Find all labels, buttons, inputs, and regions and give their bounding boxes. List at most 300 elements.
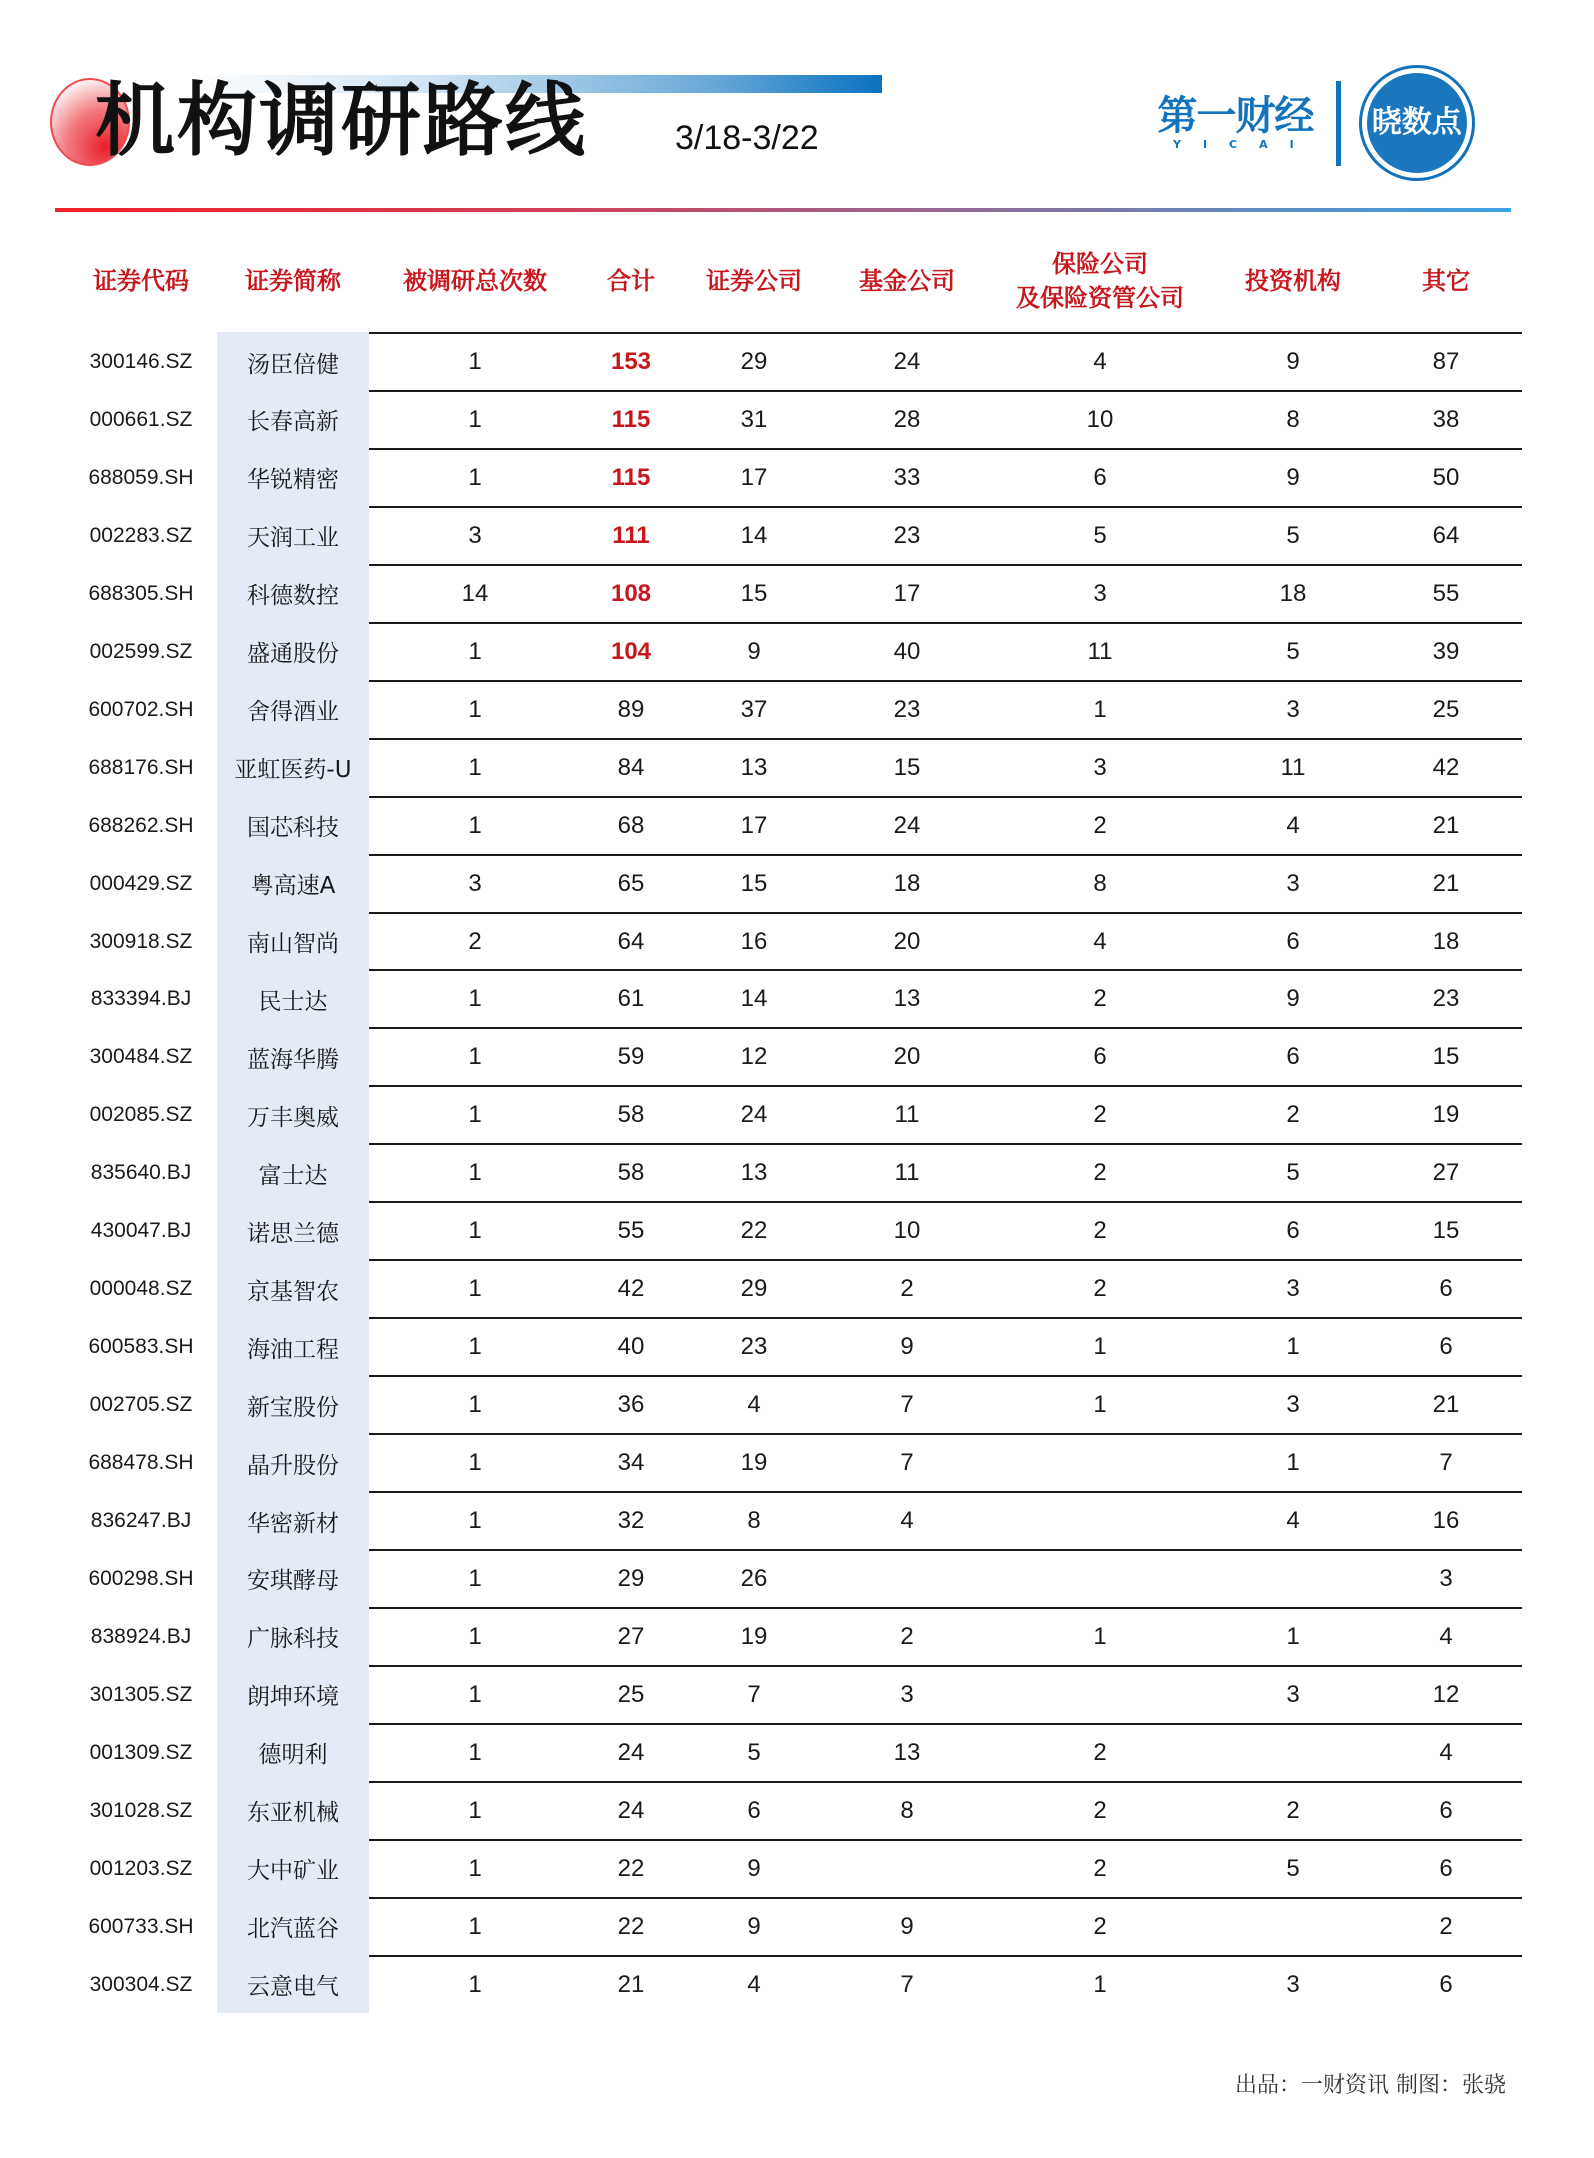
cell-insurance: 2 [1093,1217,1107,1245]
header-divider [55,208,1511,212]
table-row [0,332,1594,390]
cell-securities: 24 [740,1101,768,1129]
cell-insurance: 2 [1093,1796,1107,1824]
cell-times: 2 [468,927,482,955]
cell-insurance: 2 [1093,1101,1107,1129]
table-row [0,1491,1594,1549]
cell-total: 22 [617,1912,645,1940]
table-row [0,1781,1594,1839]
col-header-other: 其它 [1422,267,1470,295]
cell-investment: 2 [1286,1101,1300,1129]
cell-securities: 5 [747,1738,761,1766]
cell-code: 838924.BJ [90,1624,192,1648]
cell-code: 600733.SH [88,1914,194,1938]
cell-insurance: 8 [1093,869,1107,897]
table-row [0,1317,1594,1375]
cell-other: 23 [1432,985,1460,1013]
cell-investment: 3 [1286,1680,1300,1708]
table-row [0,854,1594,912]
cell-code: 600583.SH [88,1335,194,1359]
cell-other: 15 [1432,1043,1460,1071]
cell-name: 蓝海华腾 [247,1046,339,1073]
cell-investment: 6 [1286,1217,1300,1245]
cell-other: 6 [1439,1275,1453,1303]
cell-code: 835640.BJ [90,1161,192,1185]
cell-times: 1 [468,1159,482,1187]
cell-times: 1 [468,753,482,781]
cell-name: 晶升股份 [247,1452,339,1479]
cell-investment: 3 [1286,869,1300,897]
cell-times: 1 [468,1970,482,1998]
brand-logo [1155,65,1475,181]
cell-securities: 7 [747,1680,761,1708]
cell-other: 16 [1432,1507,1460,1534]
cell-investment: 3 [1286,1275,1300,1303]
cell-code: 430047.BJ [90,1219,192,1243]
cell-investment: 9 [1286,348,1300,375]
cell-securities: 6 [747,1796,761,1824]
cell-name: 安琪酵母 [247,1568,339,1595]
cell-securities: 12 [740,1043,768,1071]
cell-insurance: 2 [1093,811,1107,839]
footer-credit: 出品：一财资讯 制图：张骁 [1235,2073,1506,2098]
cell-total: 89 [617,695,645,723]
table-row [0,1665,1594,1723]
cell-code: 002283.SZ [89,523,193,547]
table-row [0,506,1594,564]
cell-total: 22 [617,1854,645,1882]
cell-times: 1 [468,1507,482,1534]
col-header-insurance-line1: 保险公司 [1052,250,1148,278]
cell-other: 19 [1432,1101,1460,1129]
cell-fund: 10 [893,1217,921,1245]
cell-times: 1 [468,1854,482,1882]
cell-name: 北汽蓝谷 [247,1916,339,1943]
cell-investment [1243,1899,1343,1955]
cell-insurance: 1 [1093,1391,1107,1419]
table-row [0,448,1594,506]
date-range: 3/18-3/22 [675,119,819,157]
cell-insurance: 2 [1093,1738,1107,1766]
cell-times: 1 [468,1912,482,1940]
cell-name: 新宝股份 [247,1394,339,1421]
cell-total: 24 [617,1796,645,1824]
cell-fund: 40 [893,637,921,665]
cell-name: 民士达 [258,988,328,1015]
table-row [0,796,1594,854]
cell-securities: 23 [740,1333,768,1361]
cell-total: 84 [617,753,645,781]
yicai-logo-subtext: YICAI [1173,138,1316,151]
cell-securities: 17 [740,463,768,491]
cell-code: 001309.SZ [89,1740,193,1764]
cell-securities: 29 [740,1275,768,1303]
cell-insurance: 2 [1093,1854,1107,1882]
cell-fund: 17 [893,579,921,607]
table-row [0,1433,1594,1491]
cell-total: 104 [610,637,652,665]
cell-times: 1 [468,405,482,433]
cell-total: 58 [617,1101,645,1129]
cell-code: 300484.SZ [89,1045,193,1069]
cell-fund: 2 [900,1622,914,1650]
cell-name: 诺思兰德 [247,1220,339,1247]
cell-name: 京基智农 [247,1278,339,1305]
cell-code: 300918.SZ [89,929,193,953]
cell-times: 1 [468,1101,482,1129]
xiaoshudian-badge-icon [1359,65,1475,181]
cell-other: 3 [1439,1564,1453,1592]
cell-times: 1 [468,637,482,665]
cell-fund: 4 [900,1507,914,1534]
cell-investment: 1 [1286,1333,1300,1361]
cell-other: 21 [1432,869,1460,897]
yicai-logo-text: 第一财经 [1157,93,1314,139]
cell-insurance [1050,1435,1150,1491]
table-row [0,680,1594,738]
cell-times: 1 [468,1796,482,1824]
col-header-fund: 基金公司 [859,267,955,295]
logo-divider [1336,81,1341,166]
cell-securities: 15 [740,869,768,897]
cell-other: 7 [1439,1449,1453,1477]
col-header-insurance [990,246,1210,316]
cell-investment: 3 [1286,1970,1300,1998]
table-row [0,1955,1594,2013]
cell-investment: 3 [1286,695,1300,723]
cell-fund: 11 [894,1159,920,1187]
cell-investment: 6 [1286,927,1300,955]
cell-fund: 8 [900,1796,914,1824]
cell-fund: 23 [893,521,921,549]
cell-investment: 6 [1286,1043,1300,1071]
cell-fund: 7 [900,1391,914,1419]
cell-other: 21 [1432,811,1460,839]
cell-other: 39 [1432,637,1460,665]
cell-times: 1 [468,1391,482,1419]
cell-insurance: 1 [1093,695,1107,723]
table-row [0,1839,1594,1897]
cell-securities: 13 [740,1159,768,1187]
cell-other: 64 [1432,521,1460,549]
cell-name: 富士达 [258,1162,328,1189]
col-header-investment: 投资机构 [1245,267,1341,295]
cell-times: 1 [468,463,482,491]
cell-total: 40 [617,1333,645,1361]
cell-securities: 4 [747,1391,761,1419]
cell-insurance: 3 [1093,753,1107,781]
table-row [0,1723,1594,1781]
cell-other: 18 [1432,927,1460,955]
table-row [0,1143,1594,1201]
cell-code: 688059.SH [88,465,194,489]
cell-times: 1 [468,1680,482,1708]
cell-securities: 15 [740,579,768,607]
table-row [0,1259,1594,1317]
cell-fund: 20 [893,927,921,955]
cell-insurance: 2 [1093,1159,1107,1187]
cell-fund: 23 [893,695,921,723]
cell-code: 000429.SZ [89,871,193,895]
cell-insurance: 11 [1087,637,1113,665]
cell-name: 科德数控 [247,583,339,610]
cell-total: 108 [610,579,652,607]
cell-investment: 2 [1286,1796,1300,1824]
table-row [0,1201,1594,1259]
cell-total: 24 [617,1738,645,1766]
cell-total: 111 [612,521,650,549]
cell-fund: 24 [893,811,921,839]
cell-fund [857,1841,957,1897]
cell-total: 58 [617,1159,645,1187]
table-row [0,1027,1594,1085]
page-title: 机构调研路线 [95,74,587,167]
cell-fund: 13 [893,985,921,1013]
cell-code: 300304.SZ [89,1972,193,1996]
cell-name: 汤臣倍健 [247,351,339,378]
cell-times: 1 [468,1622,482,1650]
cell-insurance [1050,1493,1150,1549]
cell-other: 6 [1439,1970,1453,1998]
cell-name: 华锐精密 [247,467,339,494]
cell-code: 688478.SH [88,1451,194,1475]
cell-name: 盛通股份 [247,641,339,668]
cell-total: 64 [617,927,645,955]
cell-insurance: 2 [1093,985,1107,1013]
cell-times: 1 [468,1217,482,1245]
cell-investment: 8 [1286,405,1300,433]
cell-investment: 9 [1286,985,1300,1013]
cell-total: 115 [611,463,651,491]
cell-insurance: 10 [1086,405,1114,433]
cell-insurance [1050,1551,1150,1607]
cell-insurance: 6 [1093,463,1107,491]
cell-fund: 7 [900,1970,914,1998]
cell-securities: 9 [747,637,761,665]
cell-times: 1 [468,1564,482,1592]
cell-code: 688305.SH [88,581,194,605]
col-header-insurance-line2: 及保险资管公司 [1016,284,1184,312]
cell-total: 32 [617,1507,645,1534]
cell-code: 600702.SH [88,697,194,721]
cell-times: 14 [461,579,489,607]
cell-insurance: 1 [1093,1970,1107,1998]
cell-times: 3 [468,869,482,897]
cell-insurance: 4 [1093,348,1107,375]
cell-securities: 37 [740,695,768,723]
cell-investment: 4 [1286,1507,1300,1534]
cell-times: 1 [468,348,482,375]
cell-code: 300146.SZ [89,350,193,373]
table-row [0,564,1594,622]
badge-text: 晓数点 [1367,73,1467,173]
cell-name: 粤高速A [250,873,336,900]
cell-other: 4 [1439,1622,1453,1650]
cell-total: 68 [617,811,645,839]
cell-name: 天润工业 [247,525,339,552]
cell-investment: 1 [1286,1449,1300,1477]
cell-name: 广脉科技 [247,1626,339,1653]
cell-fund: 20 [893,1043,921,1071]
col-header-code: 证券代码 [93,267,189,295]
cell-investment: 11 [1280,753,1306,781]
cell-code: 002085.SZ [89,1103,193,1127]
cell-securities: 8 [747,1507,761,1534]
cell-insurance [1050,1667,1150,1723]
cell-other: 2 [1439,1912,1453,1940]
cell-times: 1 [468,695,482,723]
cell-investment [1243,1551,1343,1607]
col-header-name: 证券简称 [245,267,341,295]
cell-fund: 13 [893,1738,921,1766]
cell-fund: 11 [894,1101,920,1129]
cell-other: 15 [1432,1217,1460,1245]
cell-times: 1 [468,1043,482,1071]
cell-insurance: 1 [1093,1622,1107,1650]
cell-securities: 14 [740,521,768,549]
cell-other: 6 [1439,1854,1453,1882]
cell-securities: 19 [740,1449,768,1477]
cell-securities: 9 [747,1912,761,1940]
cell-insurance: 6 [1093,1043,1107,1071]
cell-name: 南山智尚 [247,931,339,957]
cell-insurance: 4 [1093,927,1107,955]
cell-investment: 5 [1286,637,1300,665]
cell-total: 25 [617,1680,645,1708]
cell-investment: 5 [1286,1159,1300,1187]
cell-investment [1243,1725,1343,1781]
table-row [0,1549,1594,1607]
cell-other: 6 [1439,1333,1453,1361]
cell-fund: 33 [893,463,921,491]
cell-securities: 31 [740,405,768,433]
cell-total: 55 [617,1217,645,1245]
cell-securities: 19 [740,1622,768,1650]
cell-name: 大中矿业 [247,1858,339,1885]
cell-investment: 4 [1286,811,1300,839]
cell-insurance: 5 [1093,521,1107,549]
cell-times: 1 [468,811,482,839]
cell-name: 长春高新 [247,409,339,436]
cell-name: 万丰奥威 [247,1104,339,1131]
yicai-logo [1155,94,1316,152]
cell-times: 3 [468,521,482,549]
cell-name: 德明利 [258,1742,328,1769]
cell-other: 87 [1432,348,1460,375]
cell-investment: 9 [1286,463,1300,491]
cell-fund: 15 [893,753,921,781]
cell-total: 61 [617,985,645,1013]
cell-securities: 22 [740,1217,768,1245]
table-row [0,1897,1594,1955]
cell-fund: 3 [900,1680,914,1708]
cell-code: 833394.BJ [90,987,192,1011]
cell-fund: 28 [893,405,921,433]
cell-other: 42 [1432,753,1460,781]
cell-other: 12 [1432,1680,1460,1708]
cell-insurance: 2 [1093,1912,1107,1940]
cell-total: 59 [617,1043,645,1071]
cell-fund: 9 [900,1912,914,1940]
cell-securities: 14 [740,985,768,1013]
cell-investment: 5 [1286,1854,1300,1882]
cell-name: 朗坤环境 [247,1684,339,1711]
table-row [0,1085,1594,1143]
cell-insurance: 1 [1093,1333,1107,1361]
cell-other: 25 [1432,695,1460,723]
cell-investment: 3 [1286,1391,1300,1419]
cell-securities: 9 [747,1854,761,1882]
cell-securities: 29 [740,348,768,375]
cell-fund [857,1551,957,1607]
cell-investment: 5 [1286,521,1300,549]
cell-code: 688262.SH [88,813,194,837]
table-row [0,390,1594,448]
cell-other: 21 [1432,1391,1460,1419]
cell-name: 东亚机械 [247,1800,339,1827]
cell-times: 1 [468,1275,482,1303]
cell-code: 002599.SZ [89,639,193,663]
cell-total: 153 [610,348,652,375]
cell-name: 云意电气 [247,1974,339,2001]
cell-other: 27 [1432,1159,1460,1187]
cell-total: 21 [617,1970,645,1998]
cell-code: 600298.SH [88,1566,194,1590]
cell-securities: 4 [747,1970,761,1998]
cell-total: 115 [611,405,651,433]
cell-securities: 13 [740,753,768,781]
cell-fund: 9 [900,1333,914,1361]
cell-code: 000661.SZ [89,407,193,431]
cell-other: 38 [1432,405,1460,433]
cell-investment: 1 [1286,1622,1300,1650]
cell-total: 42 [617,1275,645,1303]
cell-securities: 26 [740,1564,768,1592]
cell-name: 海油工程 [247,1336,339,1363]
table-row [0,738,1594,796]
col-header-times: 被调研总次数 [403,267,547,295]
table-row [0,1375,1594,1433]
cell-fund: 7 [900,1449,914,1477]
cell-code: 301028.SZ [89,1798,193,1822]
cell-code: 688176.SH [88,755,194,779]
cell-code: 000048.SZ [89,1277,193,1301]
cell-fund: 18 [893,869,921,897]
cell-times: 1 [468,1449,482,1477]
cell-total: 36 [617,1391,645,1419]
table-row [0,622,1594,680]
cell-other: 4 [1439,1738,1453,1766]
cell-times: 1 [468,985,482,1013]
cell-investment: 18 [1279,579,1307,607]
cell-insurance: 2 [1093,1275,1107,1303]
col-header-total: 合计 [607,267,655,295]
cell-times: 1 [468,1333,482,1361]
cell-code: 002705.SZ [89,1393,193,1417]
cell-other: 55 [1432,579,1460,607]
cell-name: 亚虹医药-U [234,757,352,784]
cell-total: 34 [617,1449,645,1477]
cell-total: 29 [617,1564,645,1592]
cell-code: 001203.SZ [89,1856,193,1880]
cell-securities: 16 [740,927,768,955]
cell-name: 华密新材 [247,1510,339,1537]
table-row [0,912,1594,970]
cell-securities: 17 [740,811,768,839]
cell-times: 1 [468,1738,482,1766]
cell-code: 301305.SZ [89,1682,193,1706]
col-header-securities: 证券公司 [706,267,802,295]
